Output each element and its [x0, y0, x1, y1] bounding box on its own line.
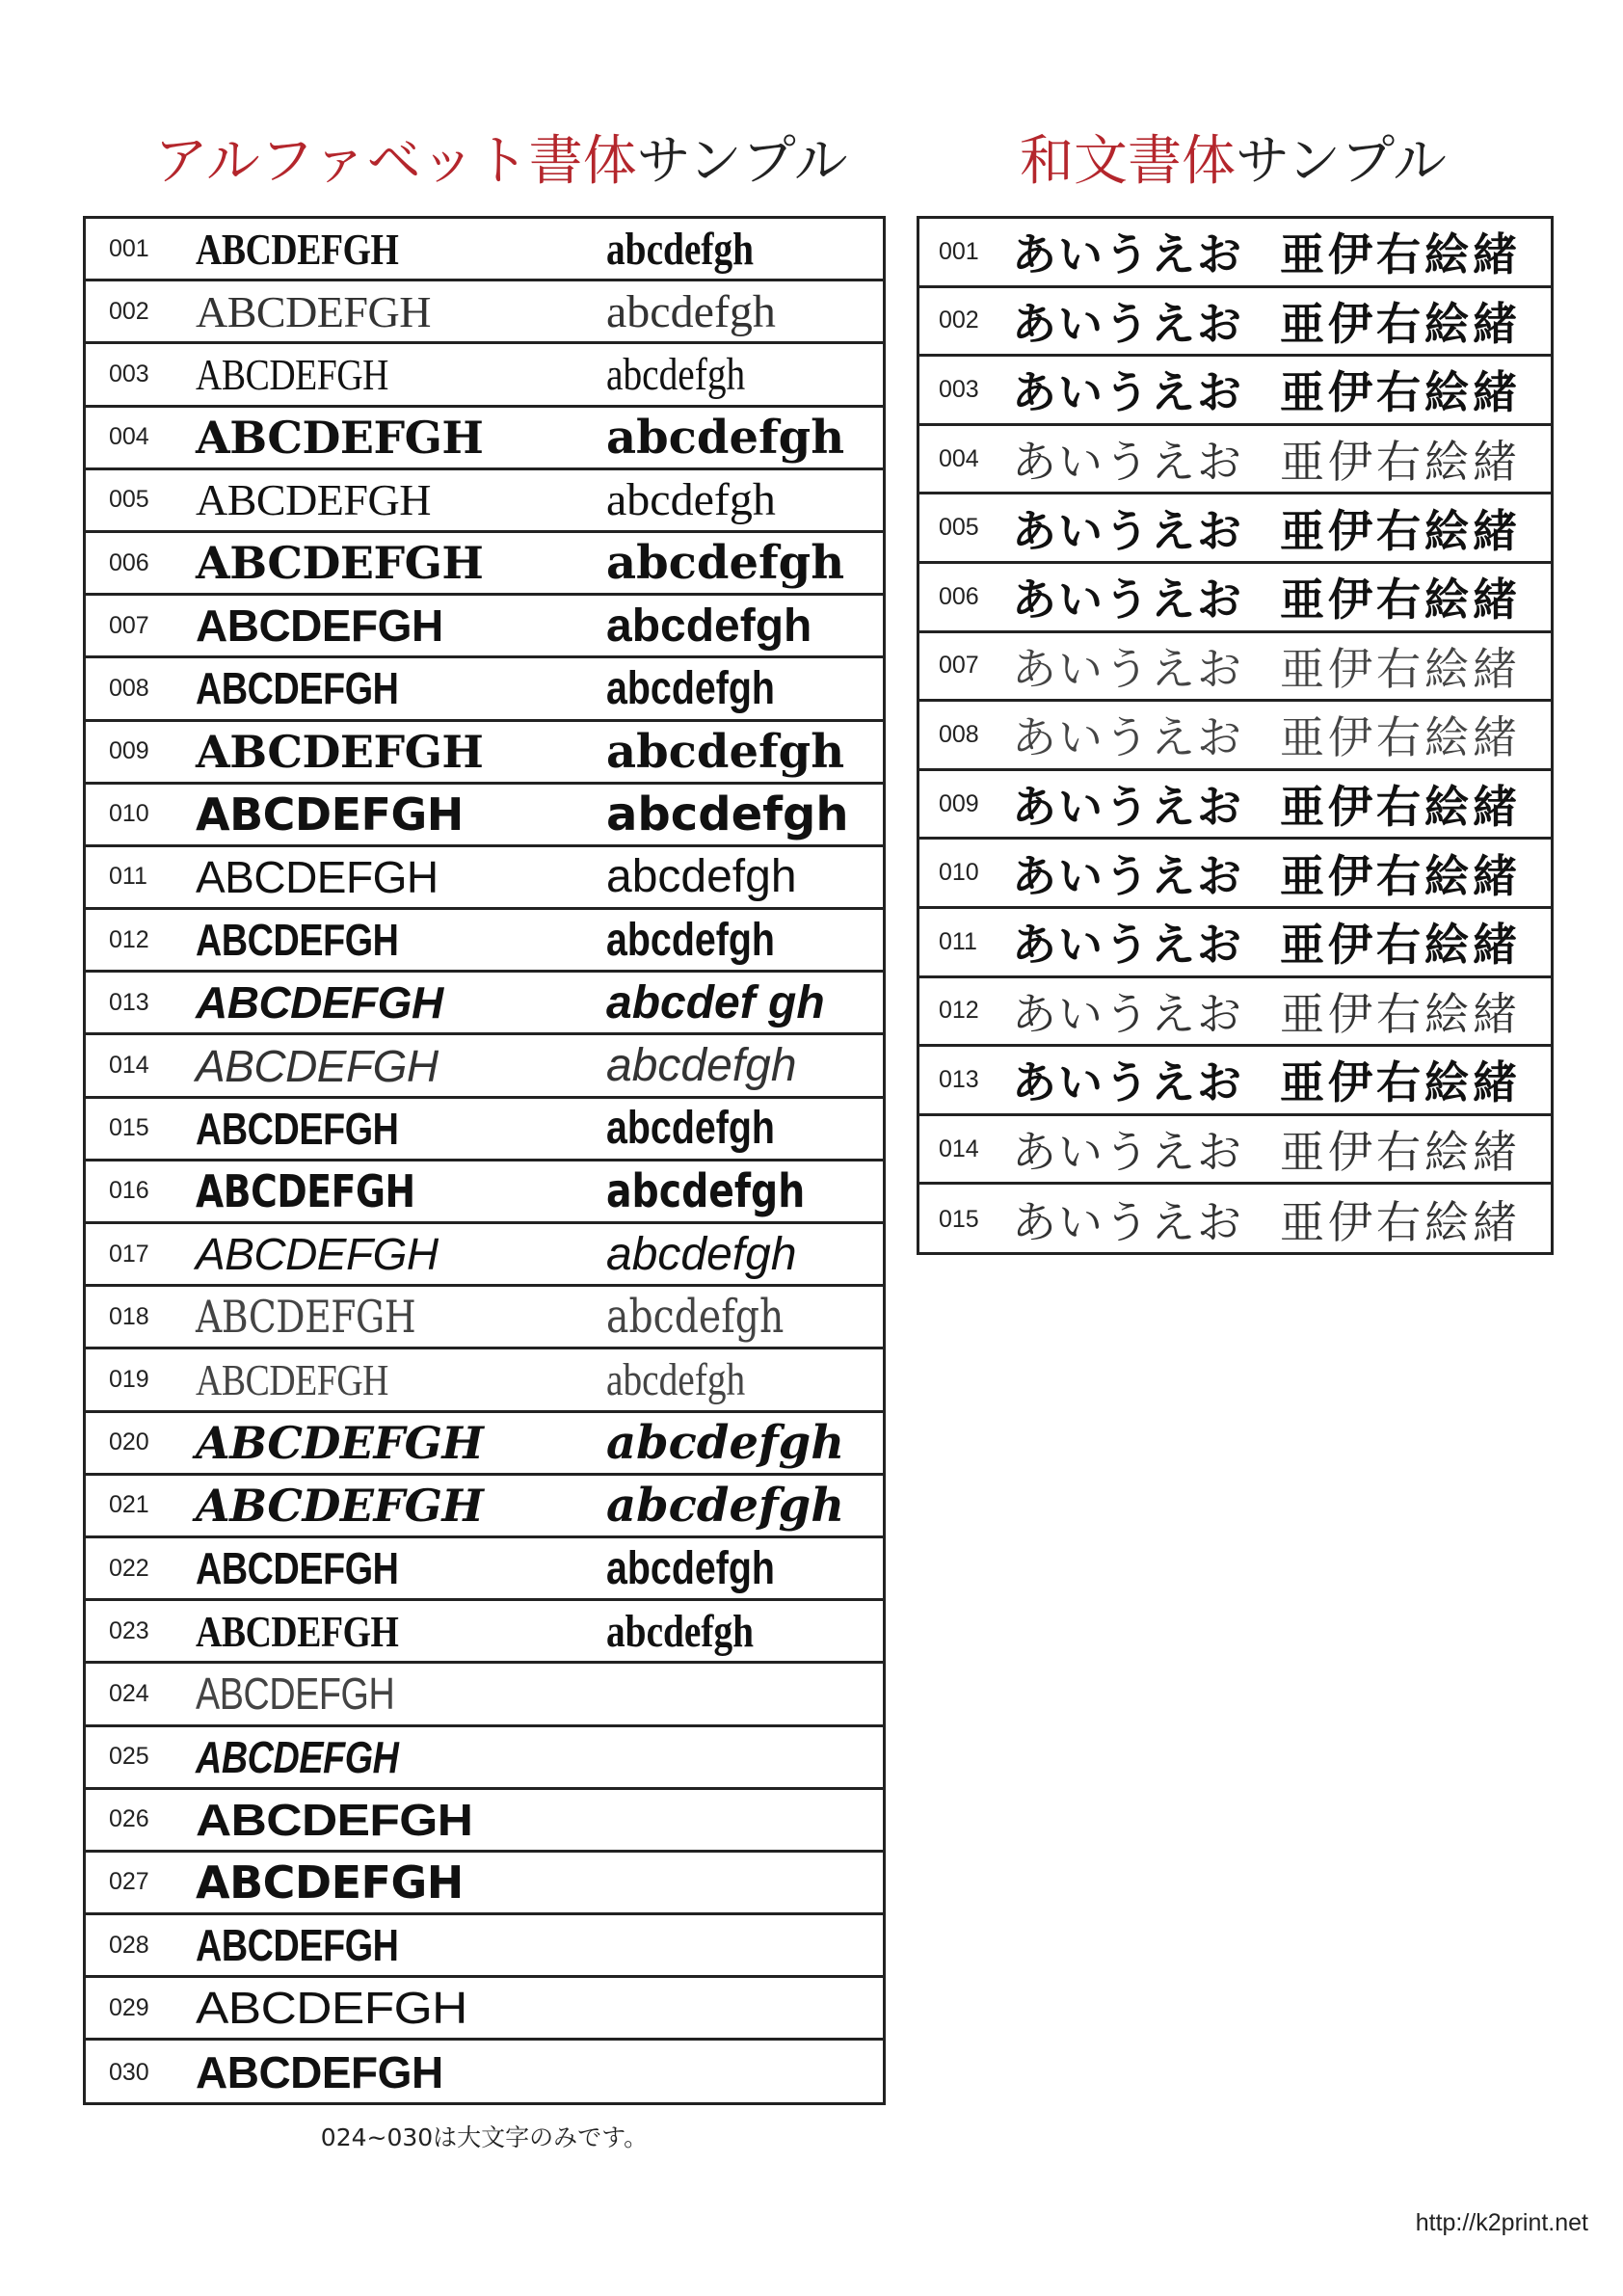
lowercase-sample: abcdefgh — [606, 1290, 785, 1345]
lowercase-sample: abcdefgh — [606, 348, 746, 400]
row-number: 002 — [939, 307, 979, 334]
kanji-sample: 亜伊右絵緒 — [1280, 781, 1521, 834]
lowercase-sample: abcdefgh — [606, 1040, 797, 1092]
alphabet-row-007 — [86, 596, 883, 658]
alphabet-row-022 — [86, 1538, 883, 1601]
japanese-row-014 — [919, 1116, 1551, 1186]
kana-sample: あいうえお — [1012, 228, 1243, 281]
japanese-sample-title — [1020, 123, 1447, 200]
japanese-row-002 — [919, 288, 1551, 358]
kanji-sample: 亜伊右絵緒 — [1280, 574, 1521, 627]
row-number: 001 — [109, 234, 149, 262]
lowercase-sample: abcdefgh — [606, 474, 776, 526]
row-number: 026 — [109, 1805, 149, 1833]
alphabet-row-013 — [86, 973, 883, 1035]
row-number: 015 — [939, 1205, 979, 1233]
alphabet-row-015 — [86, 1099, 883, 1161]
alphabet-row-030 — [86, 2041, 883, 2103]
alphabet-row-026 — [86, 1790, 883, 1853]
row-number: 029 — [109, 1993, 149, 2021]
alphabet-row-001 — [86, 219, 883, 281]
kana-sample: あいうえお — [1012, 1126, 1243, 1179]
kana-sample: あいうえお — [1012, 781, 1243, 834]
lowercase-sample: abcdefgh — [606, 1542, 775, 1594]
japanese-row-015 — [919, 1185, 1551, 1254]
uppercase-sample: ABCDEFGH — [196, 475, 431, 525]
uppercase-sample: ABCDEFGH — [196, 1229, 439, 1280]
uppercase-sample: ABCDEFGH — [196, 725, 484, 778]
row-number: 019 — [109, 1365, 149, 1393]
alphabet-row-003 — [86, 344, 883, 407]
row-number: 001 — [939, 237, 979, 265]
site-url: http://k2print.net — [1415, 2209, 1588, 2236]
alphabet-row-028 — [86, 1915, 883, 1978]
uppercase-sample: ABCDEFGH — [196, 1479, 484, 1532]
row-number: 006 — [109, 548, 149, 576]
row-number: 021 — [109, 1491, 149, 1519]
kanji-sample: 亜伊右絵緒 — [1280, 436, 1521, 489]
lowercase-sample: abcdef gh — [606, 976, 825, 1028]
alphabet-sample-title — [154, 123, 848, 200]
alphabet-row-005 — [86, 470, 883, 533]
alphabet-title-black: サンプル — [636, 130, 848, 193]
japanese-row-010 — [919, 840, 1551, 909]
row-number: 013 — [109, 988, 149, 1016]
lowercase-sample: abcdefgh — [606, 1163, 806, 1218]
lowercase-sample: abcdefgh — [606, 662, 775, 714]
lowercase-sample: abcdefgh — [606, 1103, 775, 1155]
alphabet-row-025 — [86, 1727, 883, 1790]
kana-sample: あいうえお — [1012, 297, 1243, 350]
kana-sample: あいうえお — [1012, 574, 1243, 627]
lowercase-sample: abcdefgh — [606, 285, 776, 337]
uppercase-sample: ABCDEFGH — [196, 286, 431, 336]
alphabet-row-020 — [86, 1413, 883, 1476]
alphabet-title-red: アルファベット書体 — [154, 130, 637, 193]
footnote: 024~030は大文字のみです。 — [320, 2123, 649, 2151]
lowercase-sample: abcdefgh — [606, 600, 812, 652]
kanji-sample: 亜伊右絵緒 — [1280, 919, 1521, 972]
japanese-row-005 — [919, 494, 1551, 564]
uppercase-sample: ABCDEFGH — [196, 1543, 399, 1594]
lowercase-sample: abcdefgh — [606, 851, 797, 903]
kana-sample: あいうえお — [1012, 436, 1243, 489]
alphabet-row-019 — [86, 1349, 883, 1412]
row-number: 007 — [939, 652, 979, 680]
kanji-sample: 亜伊右絵緒 — [1280, 1056, 1521, 1109]
japanese-row-006 — [919, 564, 1551, 633]
uppercase-sample: ABCDEFGH — [196, 1731, 399, 1782]
alphabet-row-002 — [86, 281, 883, 344]
kanji-sample: 亜伊右絵緒 — [1280, 228, 1521, 281]
uppercase-sample: ABCDEFGH — [196, 915, 399, 966]
japanese-row-008 — [919, 702, 1551, 771]
lowercase-sample: abcdefgh — [606, 536, 845, 591]
lowercase-sample: abcdefgh — [606, 1353, 746, 1405]
alphabet-font-table — [83, 216, 886, 2105]
kana-sample: あいうえお — [1012, 642, 1243, 695]
row-number: 011 — [109, 863, 147, 891]
alphabet-row-021 — [86, 1476, 883, 1538]
uppercase-sample: ABCDEFGH — [196, 851, 439, 902]
lowercase-sample: abcdefgh — [606, 914, 775, 966]
japanese-row-012 — [919, 978, 1551, 1048]
uppercase-sample: ABCDEFGH — [196, 663, 399, 714]
alphabet-row-011 — [86, 847, 883, 910]
kanji-sample: 亜伊右絵緒 — [1280, 504, 1521, 557]
row-number: 028 — [109, 1931, 149, 1959]
row-number: 015 — [109, 1114, 149, 1142]
uppercase-sample: ABCDEFGH — [196, 1855, 464, 1909]
row-number: 002 — [109, 297, 149, 325]
row-number: 011 — [939, 927, 977, 955]
row-number: 027 — [109, 1868, 149, 1896]
alphabet-row-016 — [86, 1161, 883, 1224]
row-number: 004 — [939, 444, 979, 472]
kana-sample: あいうえお — [1012, 504, 1243, 557]
japanese-row-011 — [919, 909, 1551, 978]
uppercase-sample: ABCDEFGH — [196, 977, 443, 1028]
alphabet-row-010 — [86, 785, 883, 847]
row-number: 004 — [109, 423, 149, 451]
row-number: 020 — [109, 1428, 149, 1456]
uppercase-sample: ABCDEFGH — [196, 1103, 399, 1154]
alphabet-row-018 — [86, 1287, 883, 1349]
uppercase-sample: ABCDEFGH — [196, 601, 443, 652]
alphabet-row-017 — [86, 1224, 883, 1287]
kana-sample: あいうえお — [1012, 919, 1243, 972]
row-number: 030 — [109, 2058, 149, 2086]
japanese-row-009 — [919, 771, 1551, 841]
row-number: 012 — [939, 997, 979, 1025]
row-number: 012 — [109, 925, 149, 953]
kana-sample: あいうえお — [1012, 1196, 1243, 1249]
row-number: 005 — [939, 514, 979, 542]
kanji-sample: 亜伊右絵緒 — [1280, 366, 1521, 419]
kanji-sample: 亜伊右絵緒 — [1280, 642, 1521, 695]
uppercase-sample: ABCDEFGH — [196, 411, 484, 464]
row-number: 006 — [939, 582, 979, 610]
japanese-row-007 — [919, 633, 1551, 703]
uppercase-sample: ABCDEFGH — [196, 1164, 415, 1217]
row-number: 014 — [939, 1135, 979, 1162]
row-number: 014 — [109, 1052, 149, 1080]
row-number: 009 — [939, 789, 979, 817]
uppercase-sample: ABCDEFGH — [196, 1291, 416, 1344]
kanji-sample: 亜伊右絵緒 — [1280, 297, 1521, 350]
japanese-row-004 — [919, 426, 1551, 495]
kana-sample: あいうえお — [1012, 711, 1243, 764]
alphabet-row-008 — [86, 658, 883, 721]
row-number: 009 — [109, 737, 149, 765]
alphabet-row-006 — [86, 533, 883, 596]
uppercase-sample: ABCDEFGH — [196, 788, 464, 841]
japanese-row-013 — [919, 1047, 1551, 1116]
uppercase-sample: ABCDEFGH — [196, 1669, 395, 1720]
row-number: 005 — [109, 486, 149, 514]
kanji-sample: 亜伊右絵緒 — [1280, 1126, 1521, 1179]
alphabet-row-027 — [86, 1853, 883, 1915]
kanji-sample: 亜伊右絵緒 — [1280, 987, 1521, 1040]
alphabet-row-012 — [86, 910, 883, 973]
row-number: 016 — [109, 1177, 149, 1205]
uppercase-sample: ABCDEFGH — [196, 1416, 484, 1469]
lowercase-sample: abcdefgh — [606, 1605, 755, 1657]
lowercase-sample: abcdefgh — [606, 1478, 845, 1533]
uppercase-sample: ABCDEFGH — [196, 349, 389, 399]
uppercase-sample: ABCDEFGH — [196, 537, 484, 590]
kana-sample: あいうえお — [1012, 849, 1243, 902]
uppercase-sample: ABCDEFGH — [196, 1794, 473, 1845]
row-number: 003 — [939, 375, 979, 403]
row-number: 025 — [109, 1743, 149, 1771]
uppercase-sample: ABCDEFGH — [196, 224, 399, 274]
japanese-title-red: 和文書体 — [1020, 130, 1236, 193]
lowercase-sample: abcdefgh — [606, 724, 845, 779]
lowercase-sample: abcdefgh — [606, 223, 755, 275]
japanese-font-table — [917, 216, 1554, 1255]
lowercase-sample: abcdefgh — [606, 787, 849, 841]
uppercase-sample: ABCDEFGH — [196, 1354, 389, 1404]
row-number: 018 — [109, 1302, 149, 1330]
row-number: 013 — [939, 1065, 979, 1093]
row-number: 008 — [109, 674, 149, 702]
lowercase-sample: abcdefgh — [606, 410, 845, 465]
lowercase-sample: abcdefgh — [606, 1228, 797, 1280]
kanji-sample: 亜伊右絵緒 — [1280, 711, 1521, 764]
row-number: 022 — [109, 1554, 149, 1582]
row-number: 007 — [109, 611, 149, 639]
row-number: 023 — [109, 1616, 149, 1644]
japanese-row-003 — [919, 357, 1551, 426]
uppercase-sample: ABCDEFGH — [196, 1920, 399, 1971]
alphabet-row-009 — [86, 722, 883, 785]
row-number: 017 — [109, 1240, 149, 1268]
kana-sample: あいうえお — [1012, 987, 1243, 1040]
row-number: 008 — [939, 720, 979, 748]
uppercase-sample: ABCDEFGH — [196, 2047, 443, 2098]
kana-sample: あいうえお — [1012, 366, 1243, 419]
row-number: 003 — [109, 360, 149, 387]
uppercase-sample: ABCDEFGH — [196, 1040, 439, 1091]
uppercase-sample: ABCDEFGH — [196, 1983, 467, 2034]
uppercase-sample: ABCDEFGH — [196, 1606, 399, 1656]
lowercase-sample: abcdefgh — [606, 1415, 845, 1470]
kana-sample: あいうえお — [1012, 1056, 1243, 1109]
row-number: 024 — [109, 1679, 149, 1707]
kanji-sample: 亜伊右絵緒 — [1280, 1196, 1521, 1249]
alphabet-row-024 — [86, 1664, 883, 1726]
alphabet-row-014 — [86, 1035, 883, 1098]
row-number: 010 — [109, 800, 149, 828]
japanese-row-001 — [919, 219, 1551, 288]
japanese-title-black: サンプル — [1236, 130, 1447, 193]
kanji-sample: 亜伊右絵緒 — [1280, 849, 1521, 902]
row-number: 010 — [939, 859, 979, 887]
alphabet-row-023 — [86, 1601, 883, 1664]
alphabet-row-004 — [86, 408, 883, 470]
alphabet-row-029 — [86, 1978, 883, 2041]
